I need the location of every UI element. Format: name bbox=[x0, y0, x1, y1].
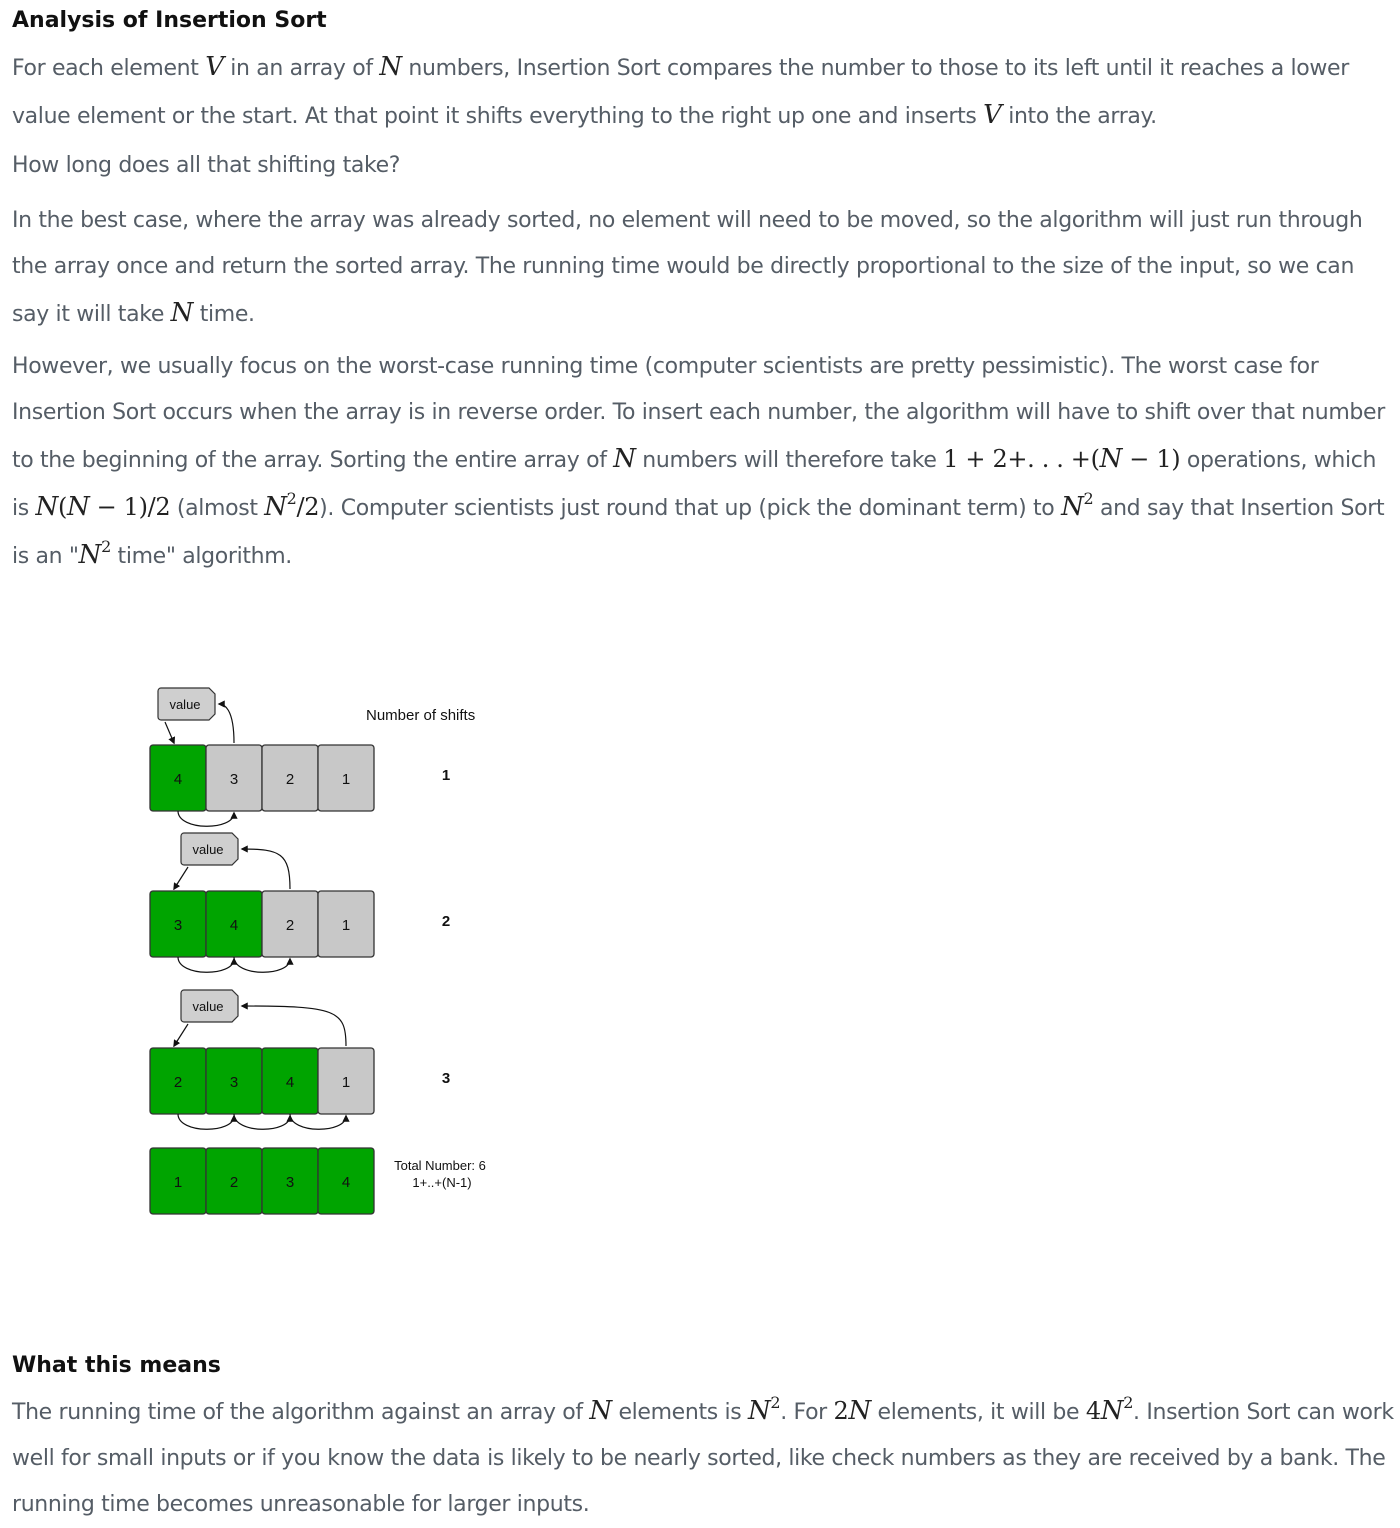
cell-value: 4 bbox=[229, 917, 239, 934]
text-run: In the best case, where the array was already sorted, no element will need to be moved, so the algorithm will just run through the array once and return the sorted array. The running time would be directly proportional to the size of the input, so we can say it will take bbox=[12, 208, 1363, 327]
math-exponent: 2 bbox=[101, 536, 111, 556]
cell-value: 3 bbox=[229, 1074, 239, 1091]
math-exponent: 2 bbox=[1123, 1392, 1134, 1412]
text-run: time. bbox=[193, 302, 255, 327]
text-run: (almost bbox=[170, 496, 265, 521]
insertion-sort-diagram bbox=[140, 680, 520, 1240]
shift-arrow bbox=[178, 1114, 234, 1129]
math-exponent: 2 bbox=[286, 488, 297, 508]
math-n: N bbox=[748, 1396, 771, 1426]
math-formula: /2 bbox=[296, 493, 320, 521]
text-run: and say that Insertion Sort is an " bbox=[12, 496, 1385, 569]
insert-arrow bbox=[174, 867, 188, 889]
math-n: N bbox=[379, 52, 402, 82]
section-title-what-this-means: What this means bbox=[12, 1353, 221, 1378]
value-label: value bbox=[169, 697, 201, 712]
cell-value: 1 bbox=[173, 1174, 183, 1191]
shift-arrow bbox=[234, 1114, 290, 1129]
math-coefficient: 4 bbox=[1085, 1397, 1101, 1425]
intro-paragraph bbox=[12, 44, 1396, 140]
total-formula-label: 1+..+(N-1) bbox=[412, 1175, 472, 1190]
conclusion-paragraph bbox=[12, 1388, 1396, 1528]
text-run: . Insertion Sort can work well for small inputs or if you know the data is likely to be nearly sorted, like check numbers as they are received by a bank. The running time becomes unreasonable for larger inputs. bbox=[12, 1400, 1394, 1517]
text-run: The running time of the algorithm against an array of bbox=[12, 1400, 590, 1425]
value-label: value bbox=[192, 842, 224, 857]
insert-arrow bbox=[165, 722, 174, 743]
pick-arrow bbox=[242, 1006, 346, 1046]
text-run: operations, which is bbox=[12, 448, 1377, 521]
math-n: N bbox=[264, 492, 287, 522]
shift-arrow bbox=[178, 811, 234, 826]
cell-value: 3 bbox=[285, 1174, 295, 1191]
text-run: . For bbox=[780, 1400, 834, 1425]
section-title: Analysis of Insertion Sort bbox=[12, 8, 327, 33]
cell-value: 1 bbox=[341, 1074, 351, 1091]
cell-value: 4 bbox=[285, 1074, 295, 1091]
text-run: ). Computer scientists just round that up (pick the dominant term) to bbox=[319, 496, 1062, 521]
shift-count: 2 bbox=[441, 913, 451, 930]
math-n: N bbox=[589, 1396, 612, 1426]
cell-value: 4 bbox=[173, 771, 183, 788]
shift-arrow bbox=[234, 957, 290, 972]
text-run: time" algorithm. bbox=[110, 544, 292, 569]
math-paren: ( bbox=[57, 493, 67, 521]
math-exponent: 2 bbox=[770, 1392, 781, 1412]
pick-arrow bbox=[242, 849, 290, 889]
math-sum-end: − 1) bbox=[1122, 445, 1181, 473]
total-number-label: Total Number: 6 bbox=[394, 1158, 486, 1173]
math-n: N bbox=[848, 1396, 871, 1426]
cell-value: 2 bbox=[285, 771, 295, 788]
pick-arrow bbox=[219, 704, 234, 743]
math-v: V bbox=[983, 100, 1002, 130]
best-case-paragraph bbox=[12, 198, 1396, 338]
text-run: in an array of bbox=[223, 56, 380, 81]
text-run: For each element bbox=[12, 56, 206, 81]
shift-count: 3 bbox=[441, 1070, 451, 1087]
math-n: N bbox=[1099, 444, 1122, 474]
math-n: N bbox=[1100, 1396, 1124, 1426]
cell-value: 1 bbox=[341, 771, 351, 788]
cell-value: 2 bbox=[173, 1074, 183, 1091]
text-run: into the array. bbox=[1001, 104, 1157, 129]
math-formula: − 1)/2 bbox=[89, 493, 171, 521]
math-n: N bbox=[78, 540, 102, 570]
math-coefficient: 2 bbox=[833, 1397, 849, 1425]
text-run: elements, it will be bbox=[870, 1400, 1086, 1425]
math-n: N bbox=[613, 444, 636, 474]
math-n: N bbox=[66, 492, 90, 522]
shift-count: 1 bbox=[441, 767, 451, 784]
text-run: numbers will therefore take bbox=[635, 448, 944, 473]
math-exponent: 2 bbox=[1083, 488, 1094, 508]
cell-value: 3 bbox=[229, 771, 239, 788]
shift-arrow bbox=[178, 957, 234, 972]
value-label: value bbox=[192, 999, 224, 1014]
math-n: N bbox=[170, 298, 194, 328]
shift-arrow bbox=[290, 1114, 346, 1129]
text-run: elements is bbox=[611, 1400, 749, 1425]
math-n: N bbox=[35, 492, 58, 522]
text-run: numbers, Insertion Sort compares the number to those to its left until it reaches a lower value element or the start. At that point it shifts everything to the right up one and inserts bbox=[12, 56, 1349, 129]
math-v: V bbox=[205, 52, 224, 82]
cell-value: 4 bbox=[341, 1174, 351, 1191]
math-n: N bbox=[1061, 492, 1084, 522]
cell-value: 3 bbox=[173, 917, 183, 934]
shifts-header: Number of shifts bbox=[366, 707, 476, 724]
cell-value: 2 bbox=[229, 1174, 239, 1191]
cell-value: 1 bbox=[341, 917, 351, 934]
math-sum: 1 + 2+. . . +( bbox=[943, 445, 1100, 473]
question-paragraph: How long does all that shifting take? bbox=[12, 153, 401, 178]
cell-value: 2 bbox=[285, 917, 295, 934]
text-run: However, we usually focus on the worst-case running time (computer scientists are pretty pessimistic). The worst case for Insertion Sort occurs when the array is in reverse order. To insert each number, the algorithm will have to shift over that number to the beginning of the array. Sorting the entire array of bbox=[12, 354, 1385, 473]
worst-case-paragraph bbox=[12, 344, 1396, 580]
insert-arrow bbox=[174, 1024, 188, 1046]
